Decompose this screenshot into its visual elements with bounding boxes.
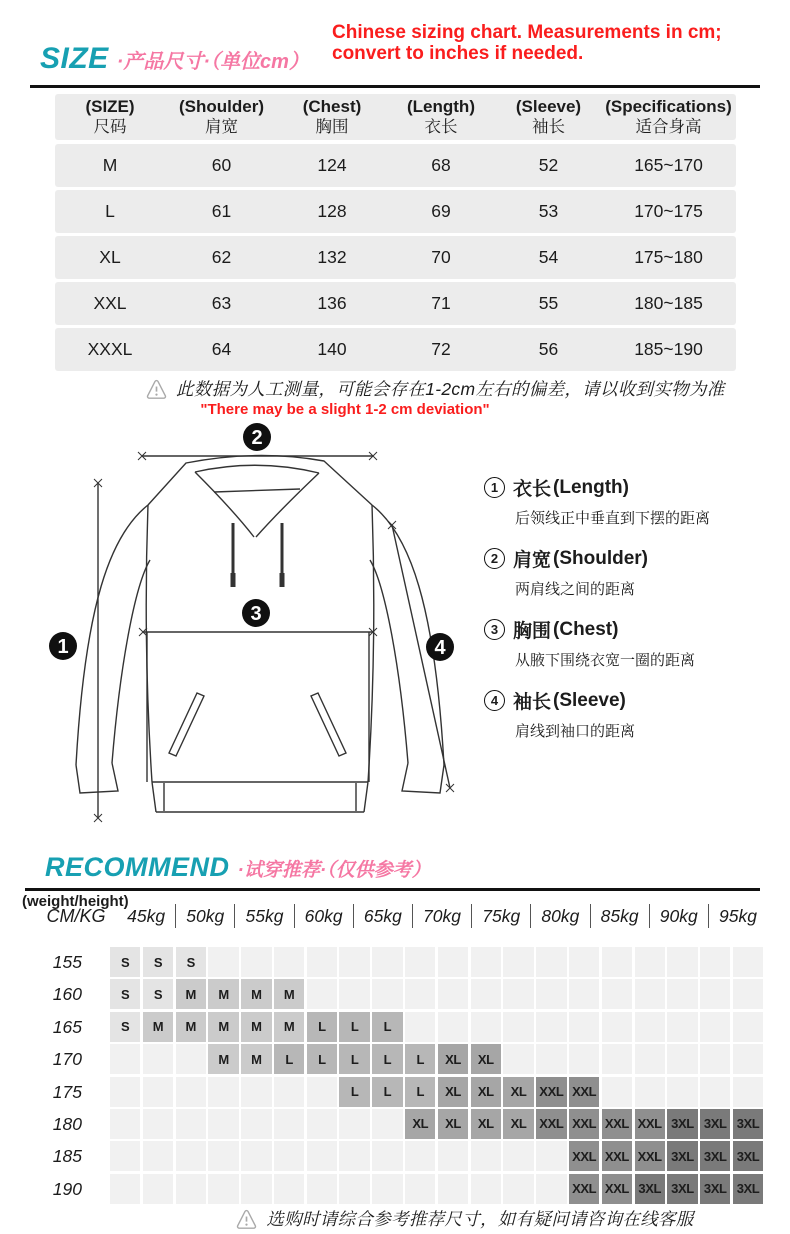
empty-cell bbox=[339, 947, 369, 977]
size-table-cell: 72 bbox=[431, 339, 451, 359]
column-header-zh: 袖长 bbox=[532, 118, 565, 136]
size-table-row bbox=[55, 328, 736, 371]
empty-cell bbox=[274, 1109, 304, 1139]
size-table-cell: 62 bbox=[211, 247, 232, 267]
empty-cell bbox=[733, 979, 763, 1009]
empty-cell bbox=[503, 1174, 533, 1204]
empty-cell bbox=[176, 1141, 206, 1171]
height-label: 155 bbox=[52, 952, 82, 972]
marker-1-number: 1 bbox=[57, 636, 69, 658]
size-table-cell: M bbox=[102, 155, 118, 175]
size-table-cell: 128 bbox=[317, 201, 347, 221]
empty-cell bbox=[536, 979, 566, 1009]
warning-icon bbox=[236, 1209, 257, 1229]
size-table-cell: 175~180 bbox=[634, 247, 703, 267]
size-cell: S bbox=[110, 1012, 140, 1042]
legend-term-zh: 肩宽 bbox=[513, 550, 552, 571]
empty-cell bbox=[274, 947, 304, 977]
empty-cell bbox=[569, 1044, 599, 1074]
empty-cell bbox=[438, 1174, 468, 1204]
size-cell: 3XL bbox=[733, 1109, 763, 1139]
legend-term-en: (Chest) bbox=[553, 618, 619, 640]
size-cell: L bbox=[274, 1044, 304, 1074]
size-table-cell: 132 bbox=[317, 247, 347, 267]
empty-cell bbox=[471, 1012, 501, 1042]
empty-cell bbox=[635, 1077, 665, 1107]
empty-cell bbox=[372, 1174, 402, 1204]
size-cell: XXL bbox=[569, 1109, 599, 1139]
recommend-section-title bbox=[45, 852, 431, 883]
size-table-row bbox=[55, 282, 736, 325]
weight-height-axis-label: (weight/height) bbox=[22, 893, 129, 910]
recommend-size-grid bbox=[0, 947, 790, 1206]
legend-number-badge: 4 bbox=[484, 690, 505, 711]
empty-cell bbox=[208, 1109, 238, 1139]
empty-cell bbox=[438, 1012, 468, 1042]
height-label: 170 bbox=[52, 1049, 82, 1070]
empty-cell bbox=[536, 1174, 566, 1204]
column-header-en: (Length) bbox=[407, 97, 475, 116]
empty-cell bbox=[372, 1141, 402, 1171]
size-table-column-header bbox=[386, 96, 496, 140]
empty-cell bbox=[372, 979, 402, 1009]
size-table-cell: 64 bbox=[211, 339, 232, 359]
empty-cell bbox=[176, 1174, 206, 1204]
size-cell: L bbox=[405, 1077, 435, 1107]
size-table-row bbox=[55, 236, 736, 279]
column-header-en: (Shoulder) bbox=[179, 97, 264, 116]
cm-kg-unit-label: CM/KG bbox=[46, 906, 106, 926]
size-cell: 3XL bbox=[700, 1109, 730, 1139]
legend-number-badge: 2 bbox=[484, 548, 505, 569]
size-cell: M bbox=[176, 1012, 206, 1042]
size-table-column-header bbox=[601, 96, 736, 140]
weight-label: 80kg bbox=[530, 904, 589, 928]
legend-item-heading bbox=[484, 474, 784, 501]
empty-cell bbox=[110, 1174, 140, 1204]
size-cell: XL bbox=[471, 1109, 501, 1139]
size-cell: XXL bbox=[569, 1174, 599, 1204]
size-table-cell: 140 bbox=[317, 339, 347, 359]
empty-cell bbox=[667, 1012, 697, 1042]
empty-cell bbox=[241, 1141, 271, 1171]
size-cell: M bbox=[241, 979, 271, 1009]
empty-cell bbox=[635, 979, 665, 1009]
empty-cell bbox=[667, 1077, 697, 1107]
empty-cell bbox=[110, 1077, 140, 1107]
empty-cell bbox=[602, 979, 632, 1009]
empty-cell bbox=[339, 1174, 369, 1204]
size-cell: L bbox=[307, 1044, 337, 1074]
size-cell: S bbox=[176, 947, 206, 977]
empty-cell bbox=[503, 1141, 533, 1171]
size-cell: L bbox=[372, 1044, 402, 1074]
size-title-zh: ·产品尺寸·（单位cm） bbox=[116, 51, 309, 73]
legend-term-zh: 胸围 bbox=[513, 621, 552, 642]
empty-cell bbox=[667, 947, 697, 977]
size-table-cell: 69 bbox=[431, 201, 451, 221]
size-cell: M bbox=[274, 979, 304, 1009]
size-cell: L bbox=[339, 1012, 369, 1042]
empty-cell bbox=[602, 1077, 632, 1107]
size-cell: L bbox=[372, 1012, 402, 1042]
recommend-title-en: RECOMMEND bbox=[45, 852, 230, 882]
legend-term-en: (Sleeve) bbox=[553, 689, 626, 711]
size-table-cell: 56 bbox=[538, 339, 559, 359]
deviation-note-en: "There may be a slight 1-2 cm deviation" bbox=[200, 401, 490, 418]
empty-cell bbox=[503, 979, 533, 1009]
legend-item-heading bbox=[484, 545, 784, 572]
column-header-en: (SIZE) bbox=[85, 97, 135, 116]
size-cell: 3XL bbox=[700, 1174, 730, 1204]
size-cell: XXL bbox=[602, 1141, 632, 1171]
empty-cell bbox=[208, 1174, 238, 1204]
empty-cell bbox=[602, 1012, 632, 1042]
weight-label: 50kg bbox=[175, 904, 234, 928]
size-cell: XL bbox=[405, 1109, 435, 1139]
legend-description: 肩线到袖口的距离 bbox=[515, 723, 636, 740]
empty-cell bbox=[176, 1077, 206, 1107]
empty-cell bbox=[471, 979, 501, 1009]
size-table-cell: 124 bbox=[317, 155, 347, 175]
column-header-zh: 适合身高 bbox=[635, 118, 702, 136]
recommend-grid-row bbox=[0, 1077, 790, 1107]
marker-2-number: 2 bbox=[251, 427, 263, 449]
empty-cell bbox=[143, 1109, 173, 1139]
size-cell: M bbox=[176, 979, 206, 1009]
empty-cell bbox=[241, 1109, 271, 1139]
size-table-cell: 54 bbox=[538, 247, 559, 267]
empty-cell bbox=[438, 1141, 468, 1171]
column-header-en: (Sleeve) bbox=[515, 97, 582, 116]
weight-label: 95kg bbox=[708, 904, 767, 928]
size-cell: 3XL bbox=[733, 1141, 763, 1171]
empty-cell bbox=[307, 1141, 337, 1171]
footer-note-text: 选购时请综合参考推荐尺寸，如有疑问请咨询在线客服 bbox=[266, 1209, 694, 1229]
footer-note bbox=[160, 1206, 770, 1231]
size-cell: XL bbox=[471, 1077, 501, 1107]
hoodie-measurement-diagram bbox=[40, 420, 475, 840]
empty-cell bbox=[372, 1109, 402, 1139]
empty-cell bbox=[733, 1044, 763, 1074]
size-cell: M bbox=[143, 1012, 173, 1042]
size-cell: S bbox=[110, 979, 140, 1009]
size-table-column-header bbox=[496, 96, 601, 140]
size-cell: XL bbox=[503, 1109, 533, 1139]
size-table-cell: 185~190 bbox=[634, 339, 703, 359]
recommend-grid-row bbox=[0, 1174, 790, 1204]
size-cell: XXL bbox=[569, 1141, 599, 1171]
height-label: 185 bbox=[52, 1146, 82, 1167]
size-table-cell: XXXL bbox=[87, 339, 133, 359]
size-cell: 3XL bbox=[667, 1109, 697, 1139]
size-table-cell: XL bbox=[99, 247, 121, 267]
empty-cell bbox=[307, 1109, 337, 1139]
empty-cell bbox=[503, 1044, 533, 1074]
empty-cell bbox=[700, 1012, 730, 1042]
empty-cell bbox=[307, 1077, 337, 1107]
size-table-body bbox=[55, 144, 736, 371]
weight-label: 45kg bbox=[127, 906, 166, 926]
english-sizing-note-line1: Chinese sizing chart. Measurements in cm; bbox=[332, 22, 722, 43]
legend-number-badge: 1 bbox=[484, 477, 505, 498]
empty-cell bbox=[274, 1141, 304, 1171]
size-table-cell: 71 bbox=[431, 293, 451, 313]
empty-cell bbox=[110, 1044, 140, 1074]
empty-cell bbox=[569, 979, 599, 1009]
empty-cell bbox=[667, 979, 697, 1009]
empty-cell bbox=[143, 1141, 173, 1171]
empty-cell bbox=[307, 1174, 337, 1204]
size-section-title bbox=[40, 42, 309, 76]
size-table-cell: 60 bbox=[211, 155, 232, 175]
empty-cell bbox=[339, 979, 369, 1009]
weight-label: 85kg bbox=[590, 904, 649, 928]
empty-cell bbox=[536, 1141, 566, 1171]
english-sizing-note-line2: convert to inches if needed. bbox=[332, 43, 584, 64]
height-label: 190 bbox=[52, 1178, 82, 1199]
weight-label: 55kg bbox=[234, 904, 293, 928]
size-table-cell: 136 bbox=[317, 293, 347, 313]
legend-term-en: (Length) bbox=[553, 476, 629, 498]
empty-cell bbox=[405, 947, 435, 977]
empty-cell bbox=[471, 947, 501, 977]
empty-cell bbox=[700, 979, 730, 1009]
empty-cell bbox=[667, 1044, 697, 1074]
empty-cell bbox=[733, 1012, 763, 1042]
legend-description: 后领线正中垂直到下摆的距离 bbox=[515, 510, 711, 527]
empty-cell bbox=[700, 947, 730, 977]
size-table-column-header bbox=[165, 96, 278, 140]
legend-item bbox=[484, 545, 784, 599]
size-table-header-row bbox=[55, 94, 736, 140]
size-title-en: SIZE bbox=[40, 42, 109, 75]
empty-cell bbox=[733, 1077, 763, 1107]
empty-cell bbox=[405, 979, 435, 1009]
size-table-cell: 55 bbox=[538, 293, 559, 313]
empty-cell bbox=[405, 1174, 435, 1204]
size-cell: M bbox=[241, 1044, 271, 1074]
size-cell: 3XL bbox=[635, 1174, 665, 1204]
size-cell: XL bbox=[503, 1077, 533, 1107]
size-table-cell: 61 bbox=[211, 201, 232, 221]
size-table bbox=[55, 94, 736, 374]
empty-cell bbox=[700, 1044, 730, 1074]
deviation-note-text: 此数据为人工测量，可能会存在1-2cm左右的偏差，请以收到实物为准 bbox=[176, 379, 725, 399]
marker-4-number: 4 bbox=[434, 637, 446, 659]
empty-cell bbox=[241, 1174, 271, 1204]
empty-cell bbox=[635, 947, 665, 977]
size-cell: S bbox=[143, 947, 173, 977]
recommend-grid-row bbox=[0, 1044, 790, 1074]
size-cell: XXL bbox=[602, 1174, 632, 1204]
empty-cell bbox=[536, 1044, 566, 1074]
divider-line bbox=[30, 85, 760, 88]
empty-cell bbox=[307, 979, 337, 1009]
empty-cell bbox=[208, 947, 238, 977]
empty-cell bbox=[307, 947, 337, 977]
measurement-legend bbox=[484, 474, 784, 758]
size-cell: XXL bbox=[536, 1109, 566, 1139]
marker-3-number: 3 bbox=[250, 603, 262, 625]
height-label: 165 bbox=[52, 1016, 82, 1037]
legend-term-zh: 衣长 bbox=[513, 479, 552, 500]
height-label: 160 bbox=[52, 984, 82, 1005]
legend-item-heading bbox=[484, 616, 784, 643]
size-table-column-header bbox=[278, 96, 386, 140]
column-header-en: (Chest) bbox=[302, 97, 362, 116]
empty-cell bbox=[110, 1109, 140, 1139]
empty-cell bbox=[503, 1012, 533, 1042]
size-table-row bbox=[55, 190, 736, 233]
size-cell: 3XL bbox=[700, 1141, 730, 1171]
empty-cell bbox=[438, 979, 468, 1009]
size-table-cell: L bbox=[105, 201, 115, 221]
size-table-cell: 70 bbox=[431, 247, 451, 267]
empty-cell bbox=[274, 1077, 304, 1107]
empty-cell bbox=[339, 1141, 369, 1171]
weight-label: 75kg bbox=[471, 904, 530, 928]
weight-header-row bbox=[117, 904, 767, 928]
empty-cell bbox=[536, 1012, 566, 1042]
english-sizing-note bbox=[332, 22, 722, 64]
legend-term-en: (Shoulder) bbox=[553, 547, 649, 569]
size-table-row bbox=[55, 144, 736, 187]
legend-description: 两肩线之间的距离 bbox=[515, 581, 636, 598]
empty-cell bbox=[569, 947, 599, 977]
legend-description: 从腋下围绕衣宽一圈的距离 bbox=[515, 652, 696, 669]
size-cell: XL bbox=[438, 1077, 468, 1107]
recommend-grid-row bbox=[0, 1141, 790, 1171]
hoodie-outline bbox=[76, 455, 444, 812]
size-cell: M bbox=[241, 1012, 271, 1042]
weight-label: 90kg bbox=[649, 904, 708, 928]
size-cell: XXL bbox=[536, 1077, 566, 1107]
empty-cell bbox=[176, 1109, 206, 1139]
weight-label: 65kg bbox=[353, 904, 412, 928]
empty-cell bbox=[635, 1012, 665, 1042]
column-header-zh: 尺码 bbox=[93, 118, 127, 136]
size-table-cell: 180~185 bbox=[634, 293, 703, 313]
empty-cell bbox=[569, 1012, 599, 1042]
empty-cell bbox=[602, 947, 632, 977]
weight-label: 60kg bbox=[294, 904, 353, 928]
size-cell: L bbox=[405, 1044, 435, 1074]
empty-cell bbox=[110, 1141, 140, 1171]
recommend-grid-row bbox=[0, 947, 790, 977]
empty-cell bbox=[241, 1077, 271, 1107]
empty-cell bbox=[405, 1141, 435, 1171]
size-cell: XXL bbox=[635, 1141, 665, 1171]
size-table-cell: 165~170 bbox=[634, 155, 703, 175]
empty-cell bbox=[700, 1077, 730, 1107]
size-cell: S bbox=[110, 947, 140, 977]
size-cell: XL bbox=[438, 1109, 468, 1139]
empty-cell bbox=[208, 1141, 238, 1171]
empty-cell bbox=[176, 1044, 206, 1074]
empty-cell bbox=[471, 1141, 501, 1171]
chest-measure-line bbox=[139, 628, 377, 636]
empty-cell bbox=[241, 947, 271, 977]
height-label: 180 bbox=[52, 1113, 82, 1134]
recommend-grid-row bbox=[0, 1012, 790, 1042]
deviation-note bbox=[146, 376, 725, 401]
height-label: 175 bbox=[52, 1081, 82, 1102]
empty-cell bbox=[602, 1044, 632, 1074]
size-cell: M bbox=[208, 1012, 238, 1042]
empty-cell bbox=[208, 1077, 238, 1107]
size-cell: L bbox=[339, 1044, 369, 1074]
legend-item bbox=[484, 474, 784, 528]
legend-number-badge: 3 bbox=[484, 619, 505, 640]
size-cell: S bbox=[143, 979, 173, 1009]
column-header-zh: 肩宽 bbox=[205, 118, 238, 136]
warning-icon bbox=[146, 379, 167, 399]
column-header-zh: 衣长 bbox=[424, 118, 458, 136]
recommend-title-zh: ·试穿推荐·（仅供参考） bbox=[237, 860, 431, 881]
empty-cell bbox=[339, 1109, 369, 1139]
recommend-grid-row bbox=[0, 1109, 790, 1139]
size-table-cell: 53 bbox=[538, 201, 559, 221]
size-table-cell: 68 bbox=[431, 155, 451, 175]
legend-item bbox=[484, 687, 784, 741]
size-cell: L bbox=[307, 1012, 337, 1042]
recommend-grid-row bbox=[0, 979, 790, 1009]
size-cell: XXL bbox=[635, 1109, 665, 1139]
size-cell: 3XL bbox=[667, 1174, 697, 1204]
column-header-zh: 胸围 bbox=[315, 118, 349, 136]
size-cell: 3XL bbox=[733, 1174, 763, 1204]
size-table-column-header bbox=[55, 96, 165, 140]
empty-cell bbox=[536, 947, 566, 977]
empty-cell bbox=[733, 947, 763, 977]
divider-line bbox=[25, 888, 760, 891]
size-cell: M bbox=[274, 1012, 304, 1042]
empty-cell bbox=[143, 1077, 173, 1107]
empty-cell bbox=[503, 947, 533, 977]
empty-cell bbox=[471, 1174, 501, 1204]
legend-term-zh: 袖长 bbox=[513, 692, 552, 713]
size-cell: M bbox=[208, 1044, 238, 1074]
column-header-en: (Specifications) bbox=[605, 97, 732, 116]
size-cell: XL bbox=[471, 1044, 501, 1074]
empty-cell bbox=[438, 947, 468, 977]
size-table-cell: XXL bbox=[93, 293, 127, 313]
weight-label: 70kg bbox=[412, 904, 471, 928]
size-table-cell: 52 bbox=[538, 155, 559, 175]
size-cell: M bbox=[208, 979, 238, 1009]
size-cell: 3XL bbox=[667, 1141, 697, 1171]
size-cell: L bbox=[372, 1077, 402, 1107]
size-cell: L bbox=[339, 1077, 369, 1107]
empty-cell bbox=[143, 1174, 173, 1204]
size-cell: XXL bbox=[569, 1077, 599, 1107]
legend-item bbox=[484, 616, 784, 670]
size-cell: XXL bbox=[602, 1109, 632, 1139]
empty-cell bbox=[635, 1044, 665, 1074]
empty-cell bbox=[143, 1044, 173, 1074]
size-table-cell: 63 bbox=[211, 293, 232, 313]
legend-item-heading bbox=[484, 687, 784, 714]
length-measure-line bbox=[94, 479, 102, 822]
empty-cell bbox=[405, 1012, 435, 1042]
size-table-cell: 170~175 bbox=[634, 201, 703, 221]
empty-cell bbox=[274, 1174, 304, 1204]
empty-cell bbox=[372, 947, 402, 977]
size-cell: XL bbox=[438, 1044, 468, 1074]
